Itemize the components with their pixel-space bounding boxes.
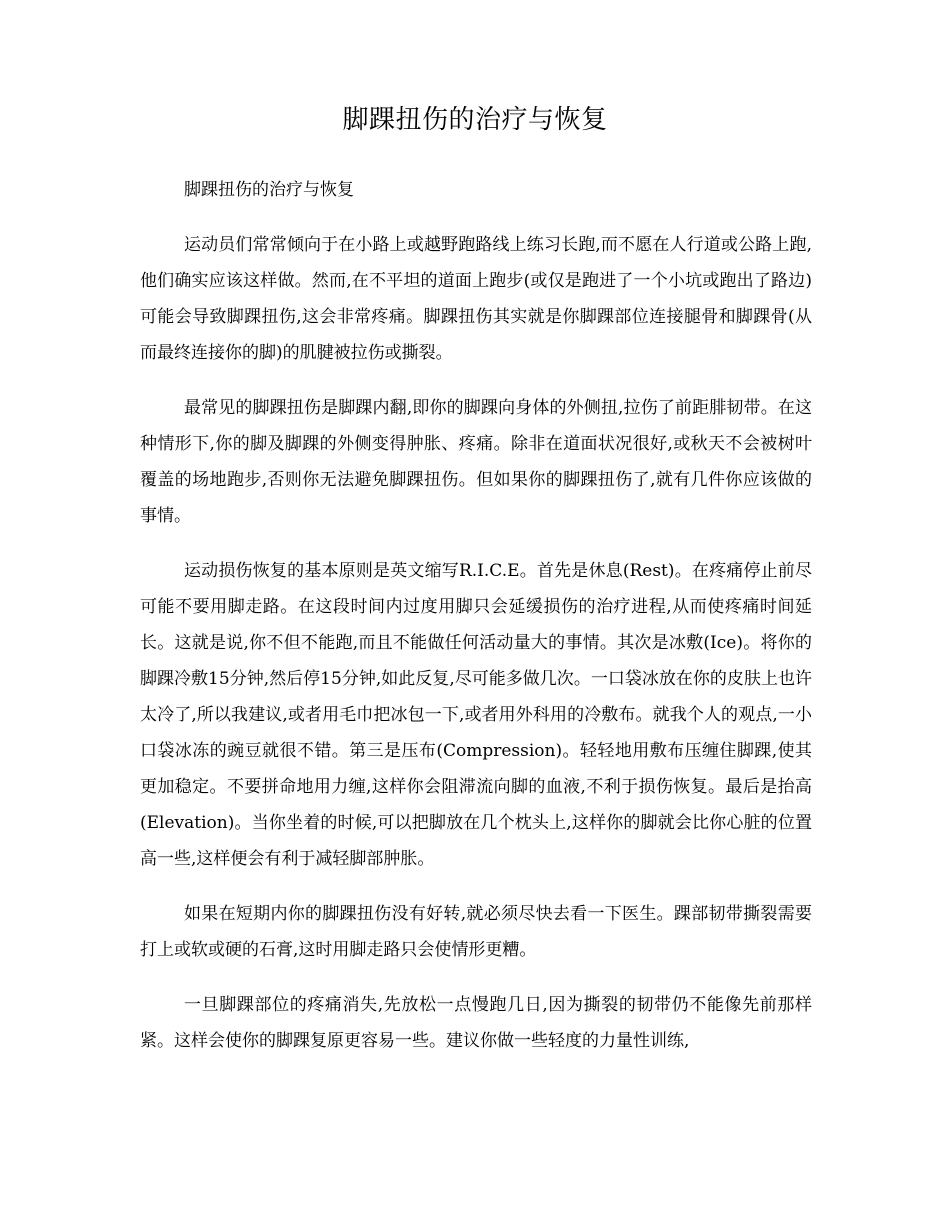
paragraph-running-surfaces: 运动员们常常倾向于在小路上或越野跑路线上练习长跑,而不愿在人行道或公路上跑,他们确实应该这样做。然而,在不平坦的道面上跑步(或仅是跑进了一个小坑或跑出了路边)可能会导致脚踝扭伤,这会非常疼痛。脚踝扭伤其实就是你脚踝部位连接腿骨和脚踝骨(从而最终连接你的脚)的肌腱被拉伤或撕裂。 (140, 235, 812, 363)
document-title: 脚踝扭伤的治疗与恢复 (342, 105, 608, 135)
paragraph-recovery-training: 一旦脚踝部位的疼痛消失,先放松一点慢跑几日,因为撕裂的韧带仍不能像先前那样紧。这样会使你的脚踝复原更容易一些。建议你做一些轻度的力量性训练, (140, 995, 812, 1051)
paragraph-see-doctor: 如果在短期内你的脚踝扭伤没有好转,就必须尽快去看一下医生。踝部韧带撕裂需要打上或软或硬的石膏,这时用脚走路只会使情形更糟。 (140, 904, 812, 960)
document-subtitle: 脚踝扭伤的治疗与恢复 (184, 180, 354, 200)
paragraph-inversion-sprain: 最常见的脚踝扭伤是脚踝内翻,即你的脚踝向身体的外侧扭,拉伤了前距腓韧带。在这种情形下,你的脚及脚踝的外侧变得肿胀、疼痛。除非在道面状况很好,或秋天不会被树叶覆盖的场地跑步,否则你无法避免脚踝扭伤。但如果你的脚踝扭伤了,就有几件你应该做的事情。 (140, 398, 812, 526)
paragraph-rice-principle: 运动损伤恢复的基本原则是英文缩写R.I.C.E。首先是休息(Rest)。在疼痛停止前尽可能不要用脚走路。在这段时间内过度用脚只会延缓损伤的治疗进程,从而使疼痛时间延长。这就是说,你不但不能跑,而且不能做任何活动量大的事情。其次是冰敷(Ice)。将你的脚踝冷敷15分钟,然后停15分钟,如此反复,尽可能多做几次。一口袋冰放在你的皮肤上也许太冷了,所以我建议,或者用毛巾把冰包一下,或者用外科用的冷敷布。就我个人的观点,一小口袋冰冻的豌豆就很不错。第三是压布(Compression)。轻轻地用敷布压缠住脚踝,使其更加稳定。不要拼命地用力缠,这样你会阻滞流向脚的血液,不利于损伤恢复。最后是抬高(Elevation)。当你坐着的时候,可以把脚放在几个枕头上,这样你的脚就会比你心脏的位置高一些,这样便会有利于减轻脚部肿胀。 (140, 561, 812, 869)
document-body (140, 172, 812, 1078)
